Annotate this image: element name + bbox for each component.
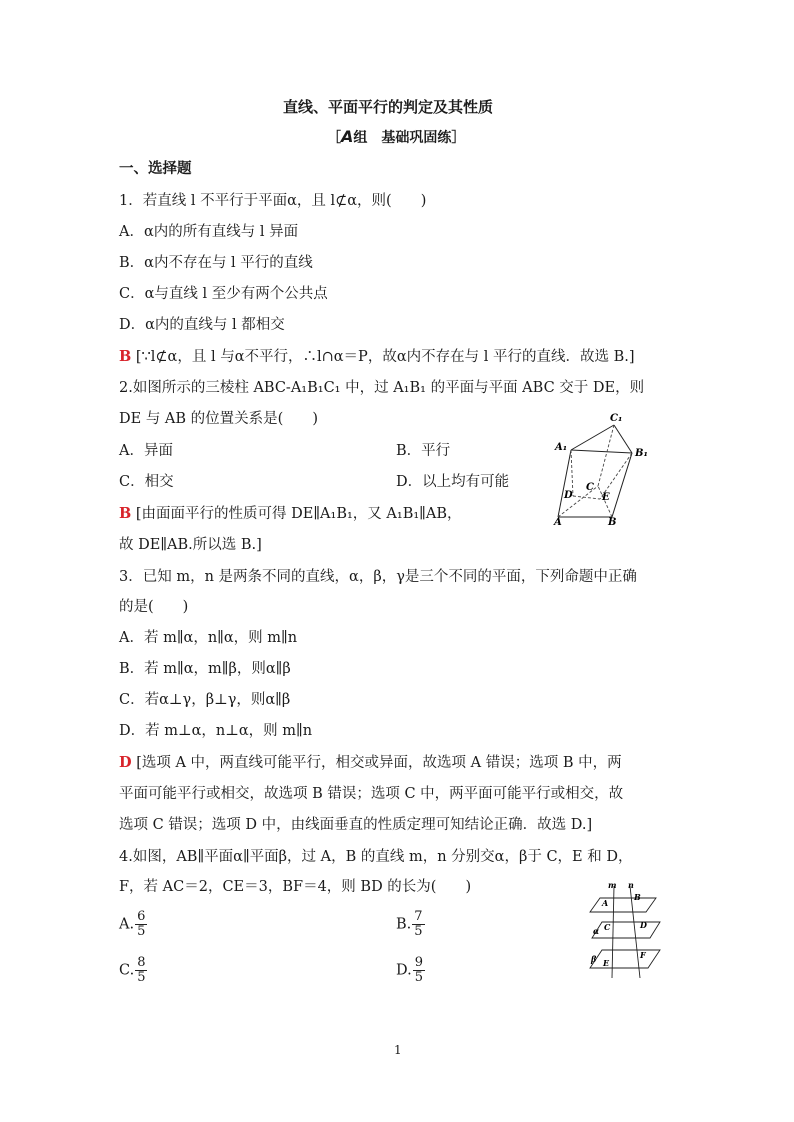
q1-option-b: B．α内不存在与 l 平行的直线 bbox=[119, 255, 313, 271]
q4-option-b-numerator: 7 bbox=[414, 909, 423, 924]
q2-stem-line2: DE 与 AB 的位置关系是( ) bbox=[119, 411, 318, 427]
group-text: 组 基础巩固练 bbox=[353, 130, 452, 146]
q1-stem: 1．若直线 l 不平行于平面α，且 l⊄α，则( ) bbox=[119, 193, 427, 209]
q4-option-b-denominator: 5 bbox=[414, 924, 423, 939]
fig4-label-f: F bbox=[640, 950, 646, 960]
q3-explanation-line1: [选项 A 中，两直线可能平行，相交或异面，故选项 A 错误；选项 B 中，两 bbox=[136, 755, 622, 771]
q4-option-c-numerator: 8 bbox=[137, 955, 146, 970]
q1-option-d: D．α内的直线与 l 都相交 bbox=[119, 317, 285, 333]
fig4-label-d: D bbox=[640, 920, 647, 930]
fig4-label-b: B bbox=[634, 892, 641, 902]
parallel-planes-figure bbox=[586, 880, 666, 980]
fig2-label-a: A bbox=[554, 517, 562, 526]
q4-option-b bbox=[396, 910, 425, 939]
q3-option-d: D．若 m⊥α，n⊥α，则 m∥n bbox=[119, 723, 313, 739]
fig4-label-a: A bbox=[602, 898, 609, 908]
q4-option-c-label: C. bbox=[119, 962, 135, 979]
q4-option-d-fraction bbox=[413, 956, 425, 985]
q4-option-d-label: D. bbox=[396, 962, 412, 979]
q2-option-d: D．以上均有可能 bbox=[396, 474, 510, 490]
q4-option-a-denominator: 5 bbox=[137, 924, 146, 939]
fig2-label-c: C bbox=[586, 482, 594, 493]
fig2-label-b: B bbox=[608, 517, 617, 526]
bracket-left: ［ bbox=[327, 130, 341, 146]
q4-stem-line1: 4.如图，AB∥平面α∥平面β，过 A，B 的直线 m，n 分别交α，β于 C，E 和 D， bbox=[119, 849, 633, 865]
fig4-label-c: C bbox=[604, 922, 611, 932]
page-title: 直线、平面平行的判定及其性质 bbox=[283, 98, 494, 116]
fig2-label-d: D bbox=[564, 490, 573, 501]
q4-option-a bbox=[119, 910, 147, 939]
q4-option-a-label: A. bbox=[119, 916, 135, 933]
q4-option-c-denominator: 5 bbox=[137, 970, 146, 985]
q4-option-a-fraction bbox=[135, 910, 147, 939]
fig2-label-a1: A₁ bbox=[555, 442, 568, 453]
group-header bbox=[327, 127, 465, 147]
q3-stem-line2: 的是( ) bbox=[119, 599, 189, 615]
fig4-label-m: m bbox=[608, 880, 617, 890]
q2-option-b: B．平行 bbox=[396, 443, 451, 459]
q4-option-d-denominator: 5 bbox=[414, 970, 423, 985]
q1-answer: B bbox=[119, 348, 132, 365]
fig4-label-alpha: α bbox=[593, 926, 600, 936]
page-number: 1 bbox=[394, 1043, 402, 1057]
section-heading: 一、选择题 bbox=[119, 160, 192, 177]
q2-stem-line1: 2.如图所示的三棱柱 ABC-A₁B₁C₁ 中，过 A₁B₁ 的平面与平面 ABC 交于 DE，则 bbox=[119, 380, 645, 396]
q4-option-c-fraction bbox=[135, 956, 147, 985]
q2-answer: B bbox=[119, 505, 132, 522]
q2-option-c: C．相交 bbox=[119, 474, 174, 490]
prism-figure bbox=[552, 408, 652, 526]
fig4-label-beta: β bbox=[591, 954, 597, 964]
q2-answer-line bbox=[119, 504, 462, 524]
q1-explanation: [∵l⊄α，且 l 与α不平行，∴l∩α＝P，故α内不存在与 l 平行的直线．故选 B.] bbox=[135, 349, 635, 365]
q2-option-a: A．异面 bbox=[119, 443, 173, 459]
q3-explanation-line2: 平面可能平行或相交，故选项 B 错误；选项 C 中，两平面可能平行或相交，故 bbox=[119, 786, 624, 802]
q2-explanation-line1: [由面面平行的性质可得 DE∥A₁B₁，又 A₁B₁∥AB， bbox=[135, 506, 462, 522]
q4-option-b-fraction bbox=[412, 910, 424, 939]
q3-option-c: C．若α⊥γ，β⊥γ，则α∥β bbox=[119, 692, 291, 708]
q4-option-c bbox=[119, 956, 147, 985]
q1-answer-line bbox=[119, 347, 635, 367]
fig2-label-c1: C₁ bbox=[610, 413, 623, 424]
fig2-label-e: E bbox=[602, 492, 610, 503]
fig4-label-e: E bbox=[603, 958, 610, 968]
group-letter: A bbox=[341, 127, 354, 146]
q4-option-b-label: B. bbox=[396, 916, 412, 933]
q4-option-a-numerator: 6 bbox=[137, 909, 146, 924]
q3-answer-line bbox=[119, 753, 622, 773]
q1-option-c: C．α与直线 l 至少有两个公共点 bbox=[119, 286, 328, 302]
fig2-label-b1: B₁ bbox=[635, 448, 648, 459]
q4-option-d bbox=[396, 956, 425, 985]
q3-stem-line1: 3．已知 m，n 是两条不同的直线，α，β，γ是三个不同的平面，下列命题中正确 bbox=[119, 569, 637, 585]
q2-explanation-line2: 故 DE∥AB.所以选 B.] bbox=[119, 537, 262, 553]
q3-option-a: A．若 m∥α，n∥α，则 m∥n bbox=[119, 630, 298, 646]
q1-option-a: A．α内的所有直线与 l 异面 bbox=[119, 224, 299, 240]
q3-explanation-line3: 选项 C 错误；选项 D 中，由线面垂直的性质定理可知结论正确．故选 D.] bbox=[119, 817, 593, 833]
q4-stem-line2: F，若 AC＝2，CE＝3，BF＝4，则 BD 的长为( ) bbox=[119, 879, 472, 895]
q4-option-d-numerator: 9 bbox=[414, 955, 423, 970]
q3-option-b: B．若 m∥α，m∥β，则α∥β bbox=[119, 661, 291, 677]
fig4-label-n: n bbox=[628, 880, 634, 890]
q3-answer: D bbox=[119, 754, 132, 771]
bracket-right: ］ bbox=[451, 130, 466, 146]
